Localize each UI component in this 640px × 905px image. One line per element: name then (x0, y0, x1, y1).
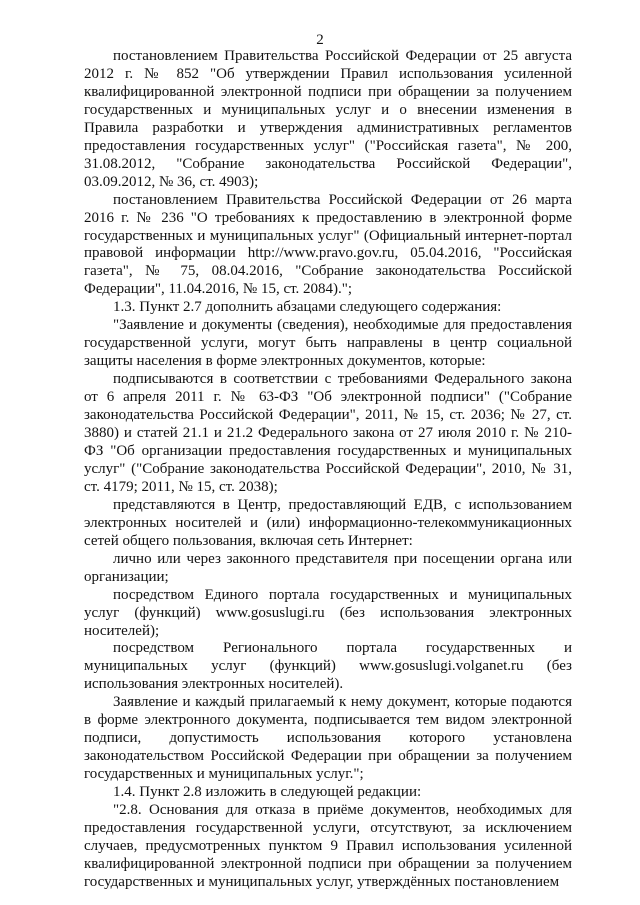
page-number: 2 (316, 32, 324, 48)
paragraph-unified-portal: посредством Единого портала государственных и муниципальных услуг (функций) www.gosuslugi.ru (без использования электронных носителей); (84, 586, 572, 639)
paragraph-decree-236: постановлением Правительства Российской Федерации от 26 марта 2016 г. № 236 "О требованиях к предоставлению в электронной форме государственных и муниципальных услуг" (Официальный интернет-портал правовой информации http://www.pravo.gov.ru, 05.04.2016, "Российская газета", № 75, 08.04.2016, "Собрание законодательства Российской Федерации", 11.04.2016, № 15, ст. 2084)."; (84, 191, 572, 298)
paragraph-item-2-8: "2.8. Основания для отказа в приёме документов, необходимых для предоставления государственной услуги, отсутствуют, за исключением случаев, предусмотренных пунктом 9 Правил использования усиленной квалифицированной электронной подписи при обращении за получением государственных и муниципальных услуг, утверждённых постановлением (84, 802, 572, 890)
document-body (84, 48, 572, 892)
paragraph-electronic-signature: Заявление и каждый прилагаемый к нему документ, которые подаются в форме электронного документа, подписывается тем видом электронной подписи, допустимость использования которого установлена законодательством Российской Федерации при обращении за получением государственных и муниципальных услуг."; (84, 694, 572, 783)
paragraph-submitted-to-center: представляются в Центр, предоставляющий ЕДВ, с использованием электронных носителей и (или) информационно-телекоммуникационных сетей общего пользования, включая сеть Интернет: (84, 496, 572, 549)
paragraph-in-person: лично или через законного представителя при посещении органа или организации; (84, 550, 572, 585)
paragraph-application-documents: "Заявление и документы (сведения), необходимые для предоставления государственной услуги, могут быть направлены в центр социальной защиты населения в форме электронных документов, которые: (84, 317, 572, 370)
paragraph-decree-852: постановлением Правительства Российской Федерации от 25 августа 2012 г. № 852 "Об утверждении Правил использования усиленной квалифицированной электронной подписи при обращении за получением государственных и муниципальных услуг и о внесении изменения в Правила разработки и утверждения административных регламентов предоставления государственных услуг" ("Российская газета", № 200, 31.08.2012, "Собрание законодательства Российской Федерации", 03.09.2012, № 36, ст. 4903); (84, 48, 572, 190)
paragraph-item-1-3: 1.3. Пункт 2.7 дополнить абзацами следующего содержания: (113, 299, 502, 316)
paragraph-item-1-4: 1.4. Пункт 2.8 изложить в следующей редакции: (113, 784, 422, 801)
paragraph-signed-per-law: подписываются в соответствии с требованиями Федерального закона от 6 апреля 2011 г. № 63-ФЗ "Об электронной подписи" ("Собрание законодательства Российской Федерации", 2011, № 15, ст. 2036; № 27, ст. 3880) и статей 21.1 и 21.2 Федерального закона от 27 июля 2010 г. № 210-ФЗ "Об организации предоставления государственных и муниципальных услуг" ("Собрание законодательства Российской Федерации", 2010, № 31, ст. 4179; 2011, № 15, ст. 2038); (84, 371, 572, 495)
paragraph-regional-portal: посредством Регионального портала государственных и муниципальных услуг (функций) www.gosuslugi.volganet.ru (без использования электронных носителей). (84, 640, 572, 693)
